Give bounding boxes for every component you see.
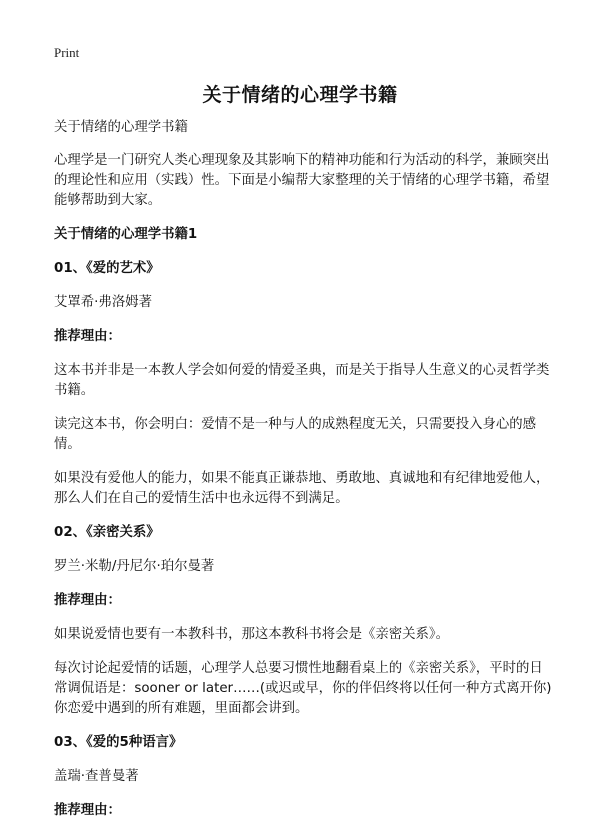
print-link[interactable]: Print xyxy=(54,45,80,60)
book-heading: 02、《亲密关系》 xyxy=(54,525,160,540)
intro-paragraph: 心理学是一门研究人类心理现象及其影响下的精神功能和行为活动的科学，兼顾突出的理论性和应用（实践）性。下面是小编帮大家整理的关于情绪的心理学书籍，希望能够帮助到大家。 xyxy=(54,153,550,208)
reason-paragraph: 如果说爱情也要有一本教科书，那这本教科书将会是《亲密关系》。 xyxy=(54,627,450,642)
reason-label: 推荐理由： xyxy=(54,329,121,344)
section-heading: 关于情绪的心理学书籍1 xyxy=(54,227,198,242)
reason-label: 推荐理由： xyxy=(54,593,121,608)
page-title: 关于情绪的心理学书籍 xyxy=(202,84,398,106)
book-author: 盖瑞·查普曼著 xyxy=(54,769,139,784)
book-heading: 03、《爱的5种语言》 xyxy=(54,735,183,750)
book-author: 艾罩希·弗洛姆著 xyxy=(54,295,152,310)
reason-paragraph: 如果没有爱他人的能力，如果不能真正谦恭地、勇敢地、真诚地和有纪律地爱他人，那么人们在自己的爱情生活中也永远得不到满足。 xyxy=(54,471,550,506)
article-body xyxy=(54,118,554,835)
reason-paragraph: 每次讨论起爱情的话题，心理学人总要习惯性地翻看桌上的《亲密关系》，平时的日常调侃语是：sooner or later……(或迟或早，你的伴侣终将以任何一种方式离开你)你恋爱中遇到的所有难题，里面都会讲到。 xyxy=(54,661,552,716)
book-author: 罗兰·米勒/丹尼尔·珀尔曼著 xyxy=(54,559,215,574)
reason-paragraph: 读完这本书，你会明白：爱情不是一种与人的成熟程度无关，只需要投入身心的感情。 xyxy=(54,417,537,452)
article-subtitle: 关于情绪的心理学书籍 xyxy=(54,120,188,135)
reason-paragraph: 这本书并非是一本教人学会如何爱的情爱圣典，而是关于指导人生意义的心灵哲学类书籍。 xyxy=(54,363,550,398)
book-heading: 01、《爱的艺术》 xyxy=(54,261,160,276)
reason-label: 推荐理由： xyxy=(54,803,121,818)
